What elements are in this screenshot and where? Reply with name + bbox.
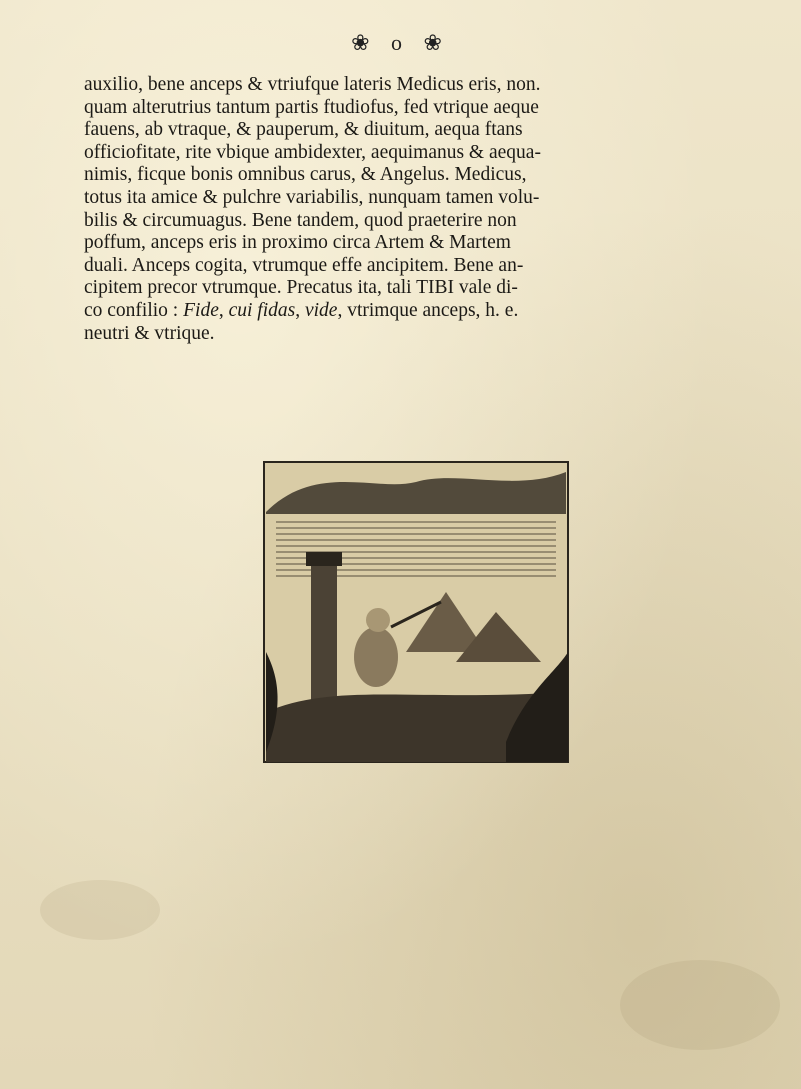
- text-line: nimis, ficque bonis omnibus carus, & Angelus. Medicus,: [84, 164, 527, 186]
- engraved-vignette: [256, 452, 576, 772]
- text-line: poffum, anceps eris in proximo circa Artem & Martem: [84, 232, 511, 254]
- body-text: [84, 74, 724, 345]
- text-line: bilis & circumuagus. Bene tandem, quod praeterire non: [84, 209, 517, 231]
- figure-head: [366, 608, 390, 632]
- motto-tail: vtrimque anceps, h. e.: [347, 299, 519, 321]
- text-line-motto: co confilio : Fide, cui fidas, vide, vtrimque anceps, h. e.: [84, 299, 519, 321]
- text-line: duali. Anceps cogita, vtrumque effe ancipitem. Bene an-: [84, 254, 524, 276]
- paper-stain: [620, 960, 780, 1050]
- text-line: fauens, ab vtraque, & pauperum, & diuitum, aequa ftans: [84, 119, 523, 141]
- fleuron-icon: ❀: [423, 30, 450, 55]
- stone-pillar: [311, 562, 337, 712]
- motto-fide: Fide: [183, 299, 219, 321]
- seated-figure: [354, 627, 398, 687]
- motto-lead: co confilio :: [84, 299, 179, 321]
- text-line: neutri & vtrique.: [84, 322, 215, 344]
- text-line: quam alterutrius tantum partis ftudiofus, fed vtrique aeque: [84, 96, 539, 118]
- text-line: totus ita amice & pulchre variabilis, nunquam tamen volu-: [84, 186, 540, 208]
- motto-vide: vide: [304, 299, 338, 321]
- text-line: officiofitate, rite vbique ambidexter, aequimanus & aequa-: [84, 141, 541, 163]
- fleuron-icon: ❀: [351, 30, 378, 55]
- text-line: cipitem precor vtrumque. Precatus ita, tali TIBI vale di-: [84, 277, 518, 299]
- page-marker: o: [391, 30, 410, 55]
- header-ornament: [0, 30, 801, 56]
- paper-stain: [40, 880, 160, 940]
- text-line: auxilio, bene anceps & vtriufque lateris Medicus eris, non.: [84, 74, 541, 95]
- motto-cui-fidas: cui fidas: [228, 299, 296, 321]
- pillar-capital: [306, 552, 342, 566]
